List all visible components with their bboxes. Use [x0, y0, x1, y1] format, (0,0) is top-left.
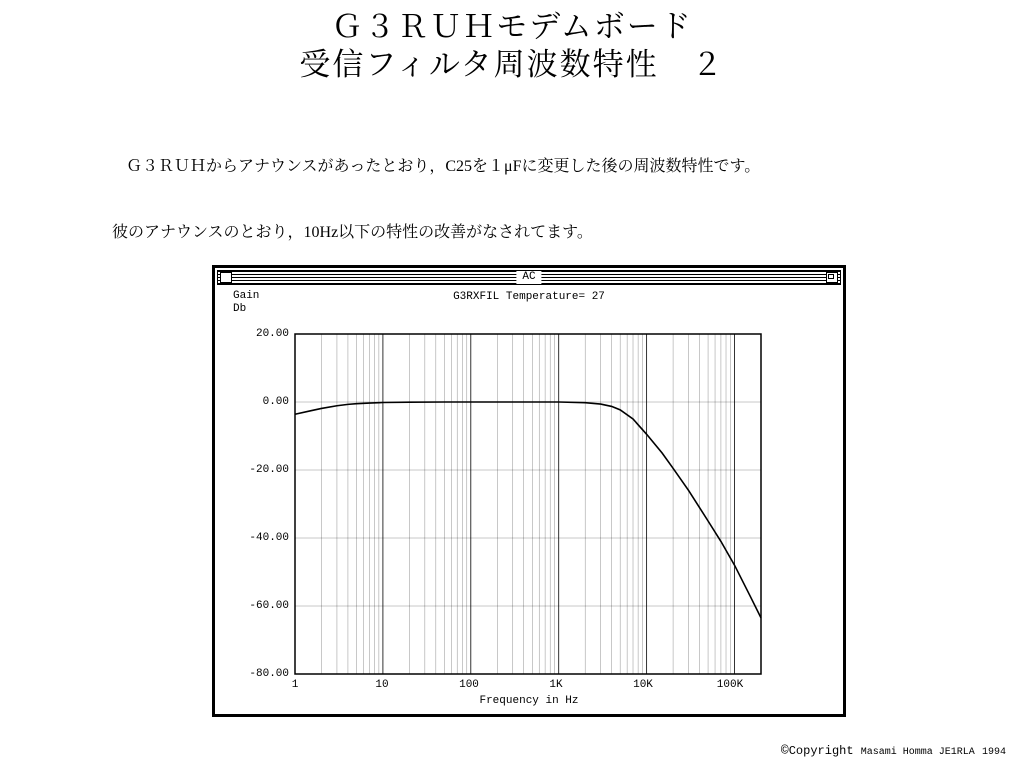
x-tick-label-3: 1K	[549, 679, 563, 691]
slide-body-line-2: 彼のアナウンスのとおり，10Hz以下の特性の改善がなされてます。	[112, 224, 593, 241]
y-tick-label-5: -80.00	[249, 668, 289, 680]
y-tick-label-0: 20.00	[255, 328, 289, 340]
chart-title: G3RXFIL Temperature= 27	[453, 291, 605, 303]
copyright-notice	[781, 743, 1006, 758]
gain-curve	[295, 402, 761, 618]
y-tick-label-2: -20.00	[249, 464, 289, 476]
horizontal-gridlines	[295, 334, 761, 674]
ac-plot-window	[212, 265, 846, 717]
window-title: AC	[516, 271, 541, 284]
copyright-word: Copyright	[788, 744, 854, 758]
plot-frame	[295, 334, 761, 674]
slide-title-line-1: Ｇ３ＲＵＨモデムボード	[331, 9, 693, 44]
close-box-icon[interactable]	[220, 272, 232, 283]
copyright-symbol: ©	[780, 743, 789, 758]
x-tick-label-2: 100	[459, 679, 479, 691]
y-axis-label-line-2: Db	[233, 303, 247, 315]
copyright-owner: Masami Homma JE1RLA	[860, 747, 975, 758]
window-titlebar[interactable]	[217, 270, 841, 285]
chart-area	[215, 287, 843, 715]
x-tick-label-0: 1	[291, 679, 299, 691]
y-tick-label-4: -60.00	[249, 600, 289, 612]
x-tick-label-4: 10K	[633, 679, 653, 691]
slide-body-line-1: Ｇ３ＲＵＨからアナウンスがあったとおり，C25を１μFに変更した後の周波数特性です。	[126, 158, 761, 175]
slide-title-block	[0, 8, 1024, 84]
y-tick-label-1: 0.00	[262, 396, 289, 408]
slide-body-text	[112, 112, 952, 266]
major-gridlines	[295, 334, 735, 674]
x-tick-label-1: 10	[375, 679, 389, 691]
x-axis-label: Frequency in Hz	[479, 695, 579, 707]
zoom-box-icon[interactable]	[826, 272, 838, 283]
plot-canvas	[215, 287, 843, 715]
x-tick-label-5: 100K	[716, 679, 744, 691]
y-tick-label-3: -40.00	[249, 532, 289, 544]
minor-gridlines	[321, 334, 761, 674]
slide-title-line-2: 受信フィルタ周波数特性 ２	[299, 47, 725, 82]
y-axis-label-line-1: Gain	[233, 290, 260, 302]
copyright-year: 1994	[981, 747, 1006, 758]
